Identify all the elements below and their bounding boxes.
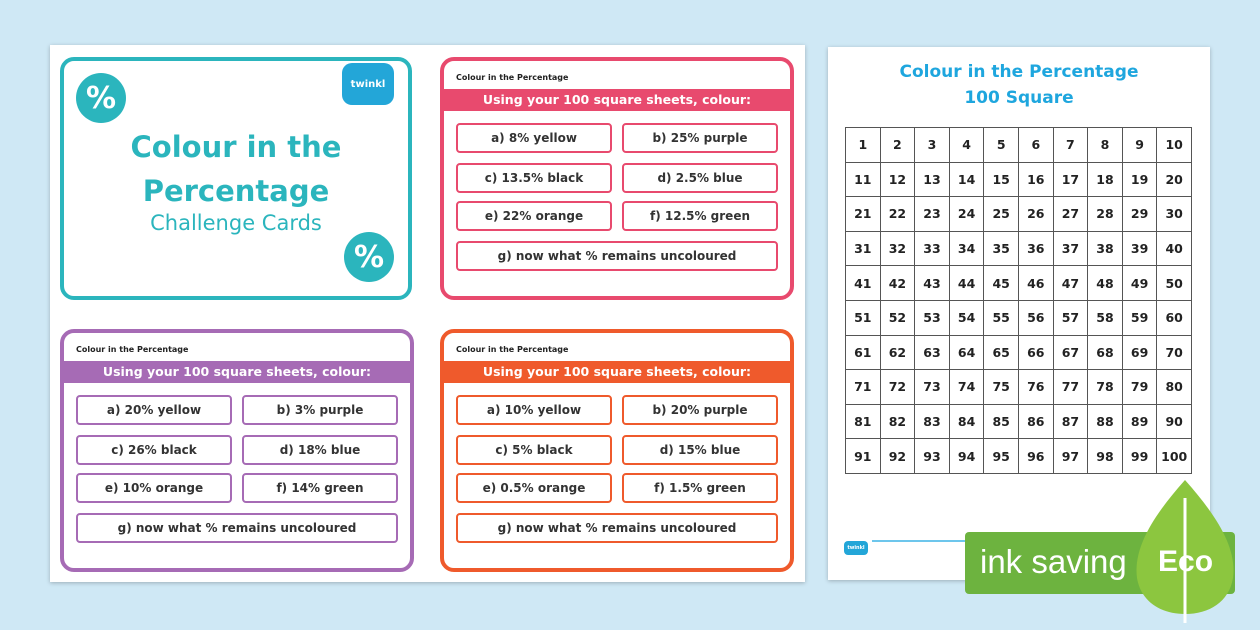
grid-cell: 30: [1157, 197, 1192, 232]
option-f: f) 12.5% green: [622, 201, 778, 231]
grid-cell: 51: [846, 301, 881, 336]
option-e: e) 0.5% orange: [456, 473, 612, 503]
grid-cell: 11: [846, 163, 881, 198]
grid-cell: 21: [846, 197, 881, 232]
grid-cell: 35: [984, 232, 1019, 267]
grid-cell: 20: [1157, 163, 1192, 198]
option-e: e) 10% orange: [76, 473, 232, 503]
card-label: Colour in the Percentage: [456, 345, 569, 354]
grid-cell: 71: [846, 370, 881, 405]
grid-cell: 62: [881, 336, 916, 371]
grid-cell: 13: [915, 163, 950, 198]
grid-cell: 25: [984, 197, 1019, 232]
grid-cell: 49: [1123, 266, 1158, 301]
grid-cell: 68: [1088, 336, 1123, 371]
grid-cell: 5: [984, 128, 1019, 163]
option-a: a) 8% yellow: [456, 123, 612, 153]
grid-cell: 95: [984, 439, 1019, 474]
ink-saving-label: ink saving: [980, 543, 1127, 580]
grid-cell: 37: [1054, 232, 1089, 267]
option-a: a) 10% yellow: [456, 395, 612, 425]
cards-title-text: Colour in the Percentage: [130, 130, 342, 208]
grid-cell: 98: [1088, 439, 1123, 474]
grid-cell: 46: [1019, 266, 1054, 301]
grid-cell: 48: [1088, 266, 1123, 301]
grid-cell: 65: [984, 336, 1019, 371]
grid-cell: 33: [915, 232, 950, 267]
eco-label: Eco: [1158, 545, 1214, 578]
option-c: c) 13.5% black: [456, 163, 612, 193]
grid-cell: 3: [915, 128, 950, 163]
grid-cell: 81: [846, 405, 881, 440]
grid-cell: 26: [1019, 197, 1054, 232]
grid-cell: 69: [1123, 336, 1158, 371]
grid-cell: 91: [846, 439, 881, 474]
grid-cell: 66: [1019, 336, 1054, 371]
grid-cell: 63: [915, 336, 950, 371]
grid-cell: 90: [1157, 405, 1192, 440]
grid-cell: 43: [915, 266, 950, 301]
twinkl-logo: twinkl: [342, 63, 394, 105]
grid-cell: 85: [984, 405, 1019, 440]
grid-cell: 6: [1019, 128, 1054, 163]
card-instruction: Using your 100 square sheets, colour:: [444, 89, 790, 111]
cards-title: [64, 125, 408, 213]
grid-cell: 74: [950, 370, 985, 405]
grid-cell: 100: [1157, 439, 1192, 474]
grid-cell: 93: [915, 439, 950, 474]
option-f: f) 14% green: [242, 473, 398, 503]
option-f: f) 1.5% green: [622, 473, 778, 503]
grid-cell: 23: [915, 197, 950, 232]
option-d: d) 2.5% blue: [622, 163, 778, 193]
grid-cell: 58: [1088, 301, 1123, 336]
grid-cell: 27: [1054, 197, 1089, 232]
grid-cell: 7: [1054, 128, 1089, 163]
percent-badge-bottom: %: [344, 232, 394, 282]
grid-cell: 75: [984, 370, 1019, 405]
grid-cell: 52: [881, 301, 916, 336]
grid-cell: 47: [1054, 266, 1089, 301]
grid-cell: 97: [1054, 439, 1089, 474]
grid-cell: 45: [984, 266, 1019, 301]
grid-cell: 39: [1123, 232, 1158, 267]
grid-cell: 2: [881, 128, 916, 163]
grid-cell: 54: [950, 301, 985, 336]
grid-cell: 61: [846, 336, 881, 371]
grid-cell: 24: [950, 197, 985, 232]
option-c: c) 5% black: [456, 435, 612, 465]
grid-cell: 57: [1054, 301, 1089, 336]
challenge-card-pink: [440, 57, 794, 300]
challenge-card-purple: [60, 329, 414, 572]
grid-cell: 79: [1123, 370, 1158, 405]
option-b: b) 3% purple: [242, 395, 398, 425]
grid-cell: 50: [1157, 266, 1192, 301]
card-instruction: Using your 100 square sheets, colour:: [444, 361, 790, 383]
challenge-cards-sheet: [50, 45, 805, 582]
grid-cell: 4: [950, 128, 985, 163]
grid-cell: 64: [950, 336, 985, 371]
grid-cell: 92: [881, 439, 916, 474]
grid-cell: 10: [1157, 128, 1192, 163]
grid-cell: 31: [846, 232, 881, 267]
option-d: d) 18% blue: [242, 435, 398, 465]
grid-cell: 59: [1123, 301, 1158, 336]
grid-cell: 14: [950, 163, 985, 198]
hundred-square-title: [828, 59, 1210, 111]
title-card: [60, 57, 412, 300]
option-g: g) now what % remains uncoloured: [456, 241, 778, 271]
grid-cell: 86: [1019, 405, 1054, 440]
option-d: d) 15% blue: [622, 435, 778, 465]
grid-cell: 18: [1088, 163, 1123, 198]
grid-cell: 15: [984, 163, 1019, 198]
grid-cell: 22: [881, 197, 916, 232]
grid-cell: 56: [1019, 301, 1054, 336]
grid-cell: 40: [1157, 232, 1192, 267]
option-g: g) now what % remains uncoloured: [76, 513, 398, 543]
hundred-square-grid: [845, 127, 1192, 474]
cards-subtitle: Challenge Cards: [150, 211, 322, 235]
option-b: b) 20% purple: [622, 395, 778, 425]
grid-cell: 29: [1123, 197, 1158, 232]
challenge-card-orange: [440, 329, 794, 572]
option-g: g) now what % remains uncoloured: [456, 513, 778, 543]
hundred-square-title-line1: Colour in the Percentage: [899, 62, 1139, 82]
grid-cell: 84: [950, 405, 985, 440]
grid-cell: 82: [881, 405, 916, 440]
grid-cell: 8: [1088, 128, 1123, 163]
grid-cell: 28: [1088, 197, 1123, 232]
grid-cell: 67: [1054, 336, 1089, 371]
grid-cell: 89: [1123, 405, 1158, 440]
grid-cell: 1: [846, 128, 881, 163]
grid-cell: 17: [1054, 163, 1089, 198]
grid-cell: 77: [1054, 370, 1089, 405]
grid-cell: 88: [1088, 405, 1123, 440]
grid-cell: 83: [915, 405, 950, 440]
grid-cell: 76: [1019, 370, 1054, 405]
card-label: Colour in the Percentage: [456, 73, 569, 82]
grid-cell: 36: [1019, 232, 1054, 267]
grid-cell: 60: [1157, 301, 1192, 336]
grid-cell: 19: [1123, 163, 1158, 198]
grid-cell: 41: [846, 266, 881, 301]
grid-cell: 12: [881, 163, 916, 198]
grid-cell: 96: [1019, 439, 1054, 474]
card-instruction: Using your 100 square sheets, colour:: [64, 361, 410, 383]
grid-cell: 53: [915, 301, 950, 336]
option-e: e) 22% orange: [456, 201, 612, 231]
grid-cell: 73: [915, 370, 950, 405]
grid-cell: 78: [1088, 370, 1123, 405]
grid-cell: 70: [1157, 336, 1192, 371]
grid-cell: 80: [1157, 370, 1192, 405]
grid-cell: 42: [881, 266, 916, 301]
grid-cell: 44: [950, 266, 985, 301]
grid-cell: 55: [984, 301, 1019, 336]
grid-cell: 99: [1123, 439, 1158, 474]
option-c: c) 26% black: [76, 435, 232, 465]
percent-badge-top: %: [76, 73, 126, 123]
card-label: Colour in the Percentage: [76, 345, 189, 354]
grid-cell: 32: [881, 232, 916, 267]
option-a: a) 20% yellow: [76, 395, 232, 425]
grid-cell: 9: [1123, 128, 1158, 163]
option-b: b) 25% purple: [622, 123, 778, 153]
grid-cell: 34: [950, 232, 985, 267]
hundred-square-title-line2: 100 Square: [964, 88, 1074, 108]
grid-cell: 16: [1019, 163, 1054, 198]
grid-cell: 72: [881, 370, 916, 405]
grid-cell: 87: [1054, 405, 1089, 440]
footer-logo: twinkl: [844, 541, 868, 555]
grid-cell: 38: [1088, 232, 1123, 267]
grid-cell: 94: [950, 439, 985, 474]
